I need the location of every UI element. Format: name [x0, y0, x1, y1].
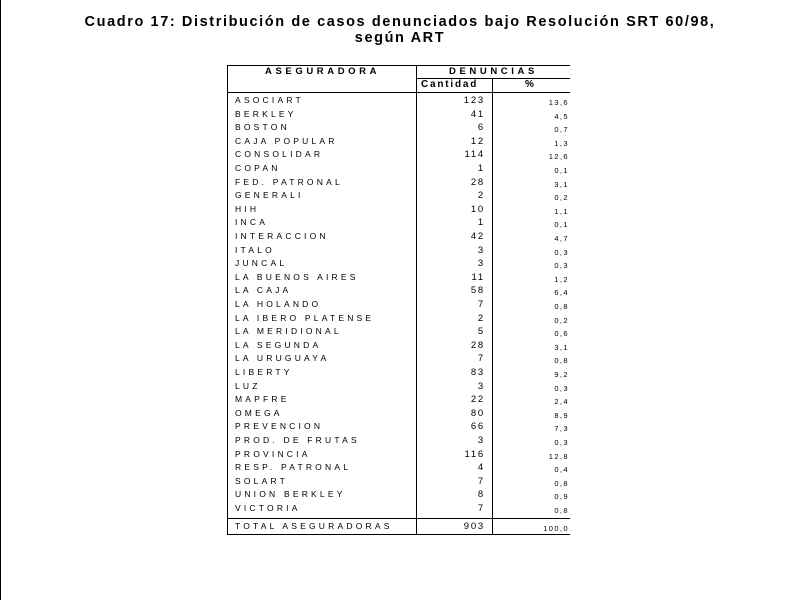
total-label: TOTAL ASEGURADORAS — [235, 521, 393, 531]
insurer-name: CONSOLIDAR — [235, 149, 324, 160]
table-row — [227, 407, 570, 421]
pct-cell: 0,9 — [554, 492, 569, 502]
insurer-name: VICTORIA — [235, 503, 301, 513]
cantidad-cell: 2 — [477, 190, 485, 202]
header-aseguradora: ASEGURADORA — [265, 66, 381, 77]
cantidad-cell: 80 — [470, 407, 485, 419]
cantidad-cell: 28 — [470, 339, 485, 351]
table-row — [227, 298, 570, 312]
table-row — [227, 393, 570, 407]
pct-cell: 0,2 — [554, 315, 569, 325]
insurer-name: PREVENCION — [235, 421, 324, 432]
table-row — [227, 325, 570, 339]
table-row — [227, 121, 570, 135]
insurer-name: INTERACCION — [235, 231, 329, 241]
table-row — [227, 475, 570, 489]
pct-cell: 6,4 — [554, 288, 569, 298]
insurer-name: COPAN — [235, 163, 281, 173]
insurer-name: JUNCAL — [235, 258, 288, 269]
cantidad-cell: 41 — [470, 108, 485, 120]
pct-cell: 1,2 — [554, 274, 569, 284]
cantidad-cell: 114 — [464, 149, 485, 161]
table-row — [227, 488, 570, 502]
table-row — [227, 271, 570, 285]
title-line-2: según ART — [354, 30, 446, 46]
insurer-name: LA URUGUAYA — [235, 353, 330, 364]
insurer-name: OMEGA — [235, 407, 283, 418]
table-row — [227, 176, 570, 190]
table-row — [227, 162, 570, 176]
insurer-name: MAPFRE — [235, 394, 290, 405]
insurer-name: LA SEGUNDA — [235, 339, 322, 350]
table-row — [227, 230, 570, 244]
insurer-name: LUZ — [235, 380, 261, 391]
pct-cell: 0,3 — [554, 383, 569, 393]
pct-cell: 4,7 — [554, 234, 569, 243]
cantidad-cell: 3 — [477, 380, 485, 392]
page-title — [0, 14, 800, 46]
cantidad-cell: 12 — [470, 135, 485, 147]
pct-cell: 0,6 — [554, 329, 569, 339]
cantidad-cell: 4 — [477, 462, 485, 474]
insurer-name: LA CAJA — [235, 285, 292, 296]
insurers-table — [227, 65, 570, 535]
insurer-name: BERKLEY — [235, 108, 297, 119]
table-row — [227, 244, 570, 258]
cantidad-cell: 7 — [477, 503, 485, 514]
table-row — [227, 108, 570, 122]
header-cantidad: Cantidad — [421, 79, 479, 90]
total-cantidad: 903 — [463, 521, 485, 532]
insurer-name: CAJA POPULAR — [235, 135, 338, 146]
insurer-name: RESP. PATRONAL — [235, 462, 352, 473]
cantidad-cell: 3 — [477, 435, 485, 446]
cantidad-cell: 3 — [477, 244, 485, 256]
pct-cell: 2,4 — [554, 397, 569, 407]
table-row — [227, 502, 570, 516]
table-row — [227, 257, 570, 271]
cantidad-cell: 8 — [477, 489, 485, 501]
insurer-name: FED. PATRONAL — [235, 176, 343, 187]
pct-cell: 3,1 — [554, 342, 569, 352]
table-row — [227, 284, 570, 298]
pct-cell: 0,7 — [554, 125, 569, 135]
table-bottom-border — [227, 534, 570, 535]
pct-cell: 0,1 — [554, 220, 569, 230]
table-row — [227, 434, 570, 448]
table-row — [227, 380, 570, 394]
title-line-1: Cuadro 17: Distribución de casos denunciados bajo Resolución SRT 60/98, — [84, 14, 716, 30]
pct-cell: 0,2 — [554, 193, 569, 203]
table-row — [227, 420, 570, 434]
cantidad-cell: 116 — [464, 448, 485, 460]
insurer-name: LIBERTY — [235, 367, 293, 377]
total-pct: 100,0 — [543, 524, 569, 533]
table-row — [227, 461, 570, 475]
header-pct: % — [525, 79, 536, 90]
header-denuncias: DENUNCIAS — [449, 66, 538, 77]
table-row — [227, 189, 570, 203]
table-row — [227, 203, 570, 217]
table-row — [227, 366, 570, 380]
cantidad-cell: 7 — [477, 475, 485, 487]
cantidad-cell: 1 — [477, 217, 485, 229]
cantidad-cell: 10 — [470, 203, 485, 215]
header-bottom-border — [227, 92, 570, 93]
cantidad-cell: 28 — [470, 176, 485, 188]
cantidad-cell: 66 — [470, 421, 485, 433]
insurer-name: SOLART — [235, 475, 289, 486]
total-top-border — [227, 518, 570, 519]
insurer-name: LA IBERO PLATENSE — [235, 312, 375, 323]
insurer-name: ASOCIART — [235, 95, 304, 105]
pct-cell: 0,3 — [554, 247, 569, 257]
pct-cell: 0,3 — [554, 438, 569, 447]
insurer-name: INCA — [235, 217, 269, 228]
table-row — [227, 352, 570, 366]
cantidad-cell: 83 — [470, 367, 485, 378]
insurer-name: LA HOLANDO — [235, 299, 322, 309]
insurer-name: GENERALI — [235, 190, 304, 201]
table-row — [227, 135, 570, 149]
cantidad-cell: 5 — [477, 326, 485, 338]
insurer-name: HIH — [235, 203, 260, 214]
cantidad-cell: 3 — [477, 258, 485, 270]
cantidad-cell: 22 — [470, 394, 485, 406]
cantidad-cell: 2 — [477, 312, 485, 324]
table-row — [227, 339, 570, 353]
cantidad-cell: 7 — [477, 299, 485, 310]
pct-cell: 0,8 — [554, 302, 569, 311]
table-row — [227, 448, 570, 462]
table-row — [227, 216, 570, 230]
insurer-name: PROVINCIA — [235, 448, 311, 459]
cantidad-cell: 123 — [463, 95, 485, 106]
table-row — [227, 94, 570, 108]
insurer-name: LA MERIDIONAL — [235, 326, 342, 337]
insurer-name: ITALO — [235, 244, 275, 255]
pct-cell: 0,4 — [554, 465, 569, 475]
pct-cell: 8,9 — [554, 410, 569, 420]
pct-cell: 0,3 — [554, 261, 569, 271]
insurer-name: BOSTON — [235, 122, 290, 133]
cantidad-cell: 6 — [477, 122, 485, 134]
pct-cell: 7,3 — [554, 424, 569, 434]
total-row — [227, 520, 570, 534]
pct-cell: 0,8 — [554, 506, 569, 515]
pct-cell: 13,6 — [548, 98, 569, 107]
cantidad-cell: 1 — [477, 163, 485, 174]
cantidad-cell: 58 — [470, 285, 485, 297]
pct-cell: 12,6 — [548, 152, 569, 162]
pct-cell: 1,1 — [554, 206, 569, 216]
insurer-name: PROD. DE FRUTAS — [235, 435, 360, 445]
pct-cell: 0,8 — [554, 356, 569, 366]
pct-cell: 12,8 — [548, 451, 569, 461]
table-row — [227, 148, 570, 162]
pct-cell: 0,1 — [554, 166, 569, 175]
table-row — [227, 312, 570, 326]
cantidad-cell: 7 — [477, 353, 485, 365]
insurer-name: UNION BERKLEY — [235, 489, 346, 500]
pct-cell: 1,3 — [554, 138, 569, 148]
pct-cell: 9,2 — [554, 370, 569, 379]
pct-cell: 0,8 — [554, 478, 569, 488]
pct-cell: 4,5 — [554, 111, 569, 121]
insurer-name: LA BUENOS AIRES — [235, 271, 359, 282]
cantidad-cell: 11 — [471, 271, 485, 283]
cantidad-cell: 42 — [470, 231, 485, 242]
page-left-border — [0, 0, 1, 600]
pct-cell: 3,1 — [554, 179, 569, 189]
